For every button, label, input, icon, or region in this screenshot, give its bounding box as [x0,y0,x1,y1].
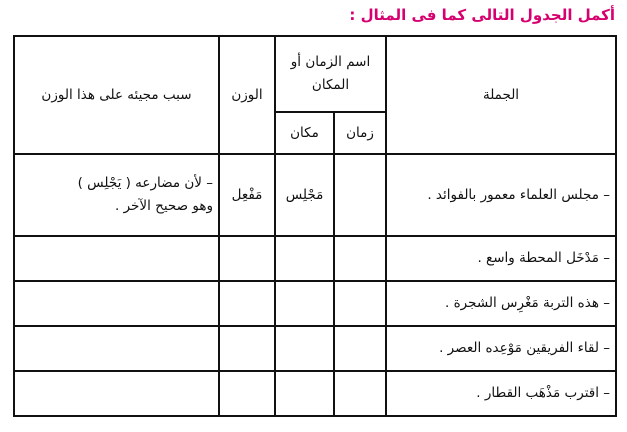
cell-time[interactable] [334,281,386,326]
table-row [14,236,616,281]
header-place: مكان [275,112,334,154]
cell-time[interactable] [334,371,386,416]
cell-reason[interactable] [14,281,219,326]
cell-sentence: – لقاء الفريقين مَوْعِده العصر . [386,326,616,371]
exercise-table [13,35,617,417]
cell-weight: مَفْعِل [219,154,275,236]
cell-place[interactable] [275,326,334,371]
cell-time[interactable] [334,236,386,281]
cell-reason [14,154,219,236]
cell-weight[interactable] [219,371,275,416]
cell-time[interactable] [334,326,386,371]
table-row-example [14,154,616,236]
cell-reason[interactable] [14,236,219,281]
cell-place: مَجْلِس [275,154,334,236]
cell-sentence: – هذه التربة مَغْرِس الشجرة . [386,281,616,326]
header-weight: الوزن [219,36,275,154]
cell-weight[interactable] [219,326,275,371]
header-time: زمان [334,112,386,154]
header-sentence: الجملة [386,36,616,154]
cell-sentence: – اقترب مَذْهَب القطار . [386,371,616,416]
table-row [14,281,616,326]
table-row [14,326,616,371]
cell-weight[interactable] [219,236,275,281]
cell-place[interactable] [275,281,334,326]
cell-time[interactable] [334,154,386,236]
table-row [14,371,616,416]
reason-line-2: وهو صحيح الآخر . [115,198,213,214]
table-header-row [14,36,616,112]
instruction-heading: أكمل الجدول التالى كما فى المثال : [349,6,615,24]
cell-sentence: – مجلس العلماء معمور بالفوائد . [386,154,616,236]
header-reason: سبب مجيئه على هذا الوزن [14,36,219,154]
cell-reason[interactable] [14,326,219,371]
cell-reason[interactable] [14,371,219,416]
cell-place[interactable] [275,371,334,416]
reason-line-1: – لأن مضارعه ( يَجْلِس ) [77,175,213,192]
cell-weight[interactable] [219,281,275,326]
cell-place[interactable] [275,236,334,281]
header-time-place-noun: اسم الزمان أو المكان [275,36,386,112]
cell-sentence: – مَدْخَل المحطة واسع . [386,236,616,281]
